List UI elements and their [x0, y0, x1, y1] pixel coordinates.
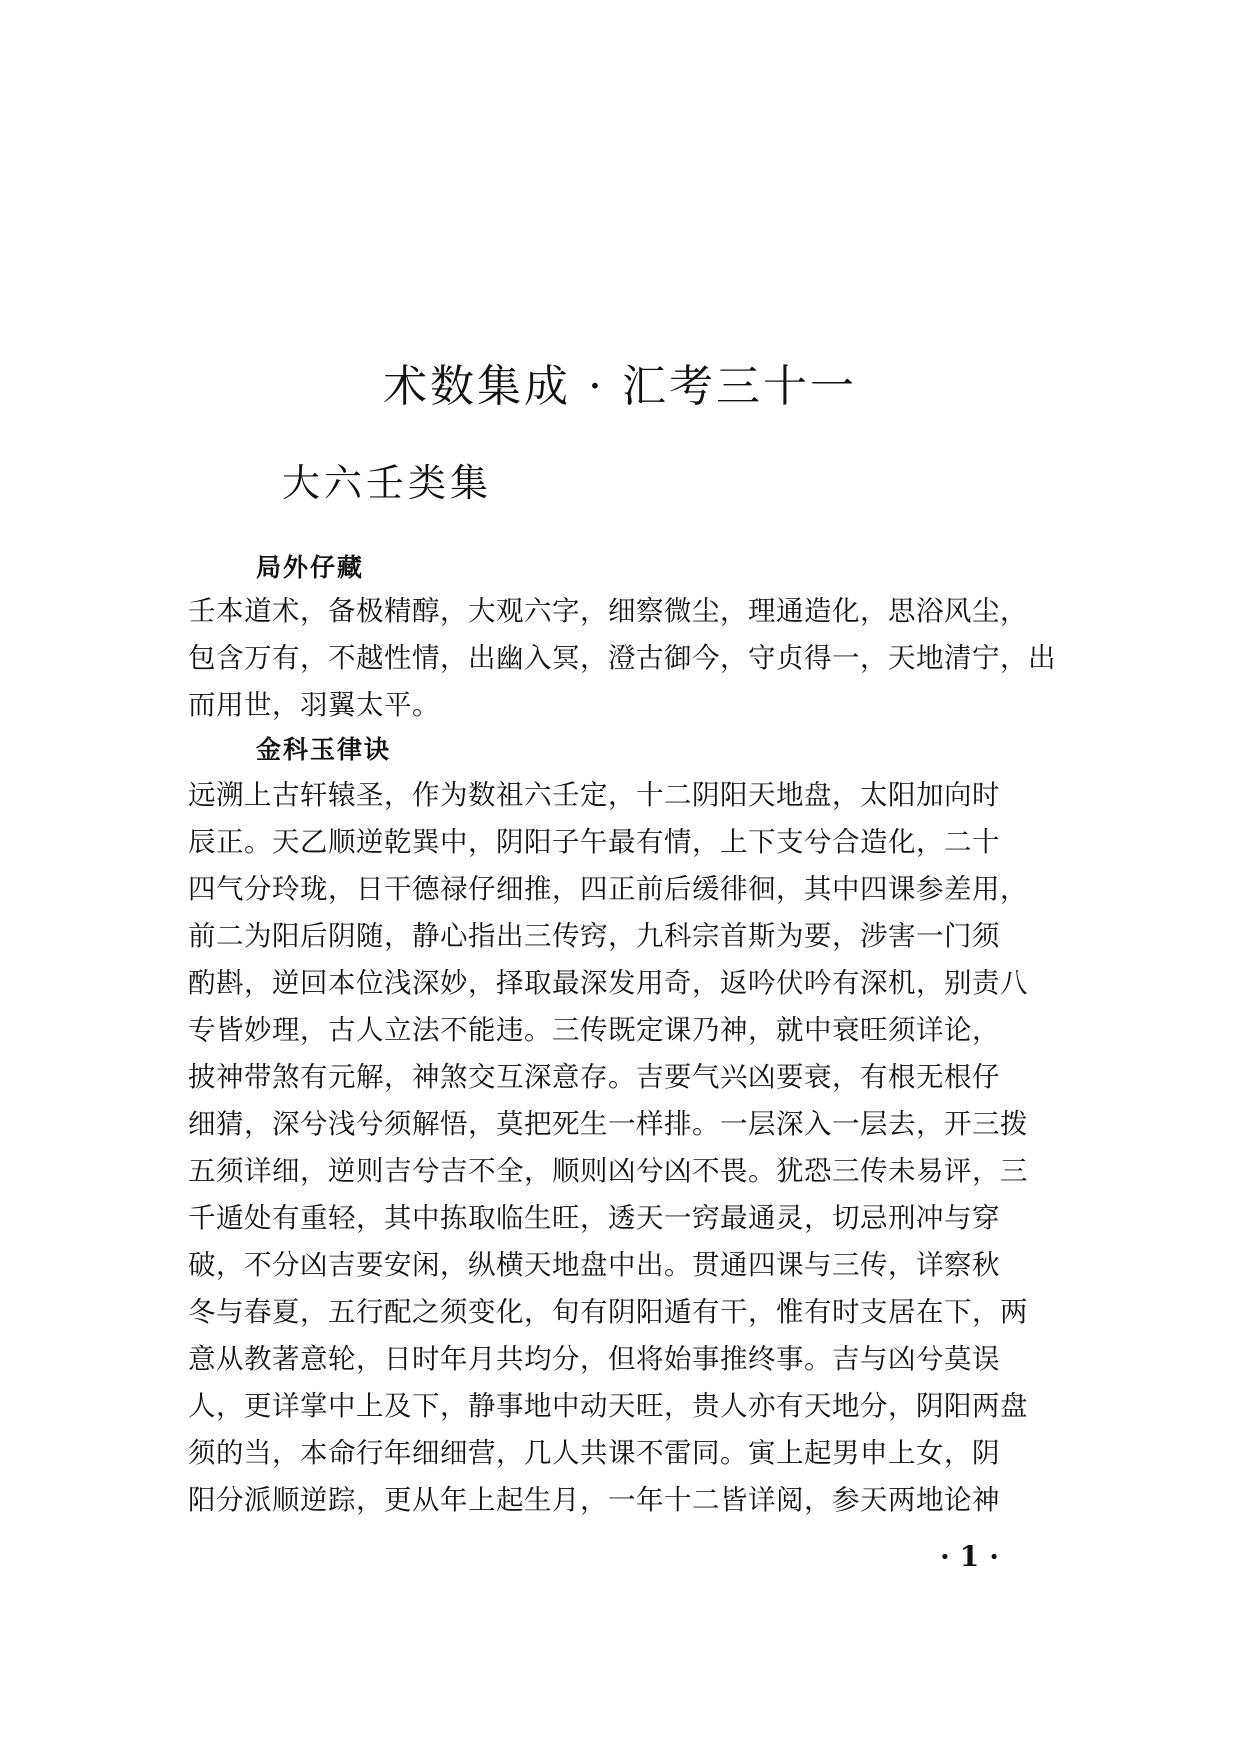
paragraph-1	[188, 588, 1078, 729]
text-line: 破，不分凶吉要安闲，纵横天地盘中出。贯通四课与三传，详察秋	[188, 1249, 1000, 1281]
text-line: 五须详细，逆则吉兮吉不全，顺则凶兮凶不畏。犹恐三传未易评，三	[188, 1155, 1028, 1187]
text-line: 千遁处有重轻，其中拣取临生旺，透天一窍最通灵，切忌刑冲与穿	[188, 1202, 1000, 1234]
text-line: 人，更详掌中上及下，静事地中动天旺，贵人亦有天地分，阴阳两盘	[188, 1390, 1028, 1422]
text-line: 阳分派顺逆踪，更从年上起生月，一年十二皆详阅，参天两地论神	[188, 1484, 1000, 1516]
section-heading-2: 金科玉律诀	[256, 735, 392, 764]
bullet-left: ·	[940, 1540, 960, 1573]
page-number	[940, 1540, 1009, 1573]
book-title: 大六壬类集	[282, 461, 493, 505]
section-heading-1: 局外仔藏	[256, 553, 365, 582]
text-line: 四气分玲珑，日干德禄仔细推，四正前后缓徘徊，其中四课参差用，	[188, 873, 1028, 905]
text-line: 冬与春夏，五行配之须变化，旬有阴阳遁有干，惟有时支居在下，两	[188, 1296, 1028, 1328]
text-line: 而用世，羽翼太平。	[188, 689, 440, 721]
text-line: 前二为阳后阴随，静心指出三传窍，九科宗首斯为要，涉害一门须	[188, 920, 1000, 952]
text-line: 远溯上古轩辕圣，作为数祖六壬定，十二阴阳天地盘，太阳加向时	[188, 779, 1000, 811]
text-line: 包含万有，不越性情，出幽入冥，澄古御今，守贞得一，天地清宁，出	[188, 642, 1056, 674]
text-line: 专皆妙理，古人立法不能违。三传既定课乃神，就中衰旺须详论，	[188, 1014, 1000, 1046]
text-line: 意从教著意轮，日时年月共均分，但将始事推终事。吉与凶兮莫误	[188, 1343, 1000, 1375]
text-line: 辰正。天乙顺逆乾巽中，阴阳子午最有情，上下支兮合造化，二十	[188, 826, 1000, 858]
text-line: 壬本道术，备极精醇，大观六字，细察微尘，理通造化，思浴风尘，	[188, 595, 1028, 627]
text-line: 披神带煞有元解，神煞交互深意存。吉要气兴凶要衰，有根无根仔	[188, 1061, 1000, 1093]
text-line: 细猜，深兮浅兮须解悟，莫把死生一样排。一层深入一层去，开三拨	[188, 1108, 1028, 1140]
text-line: 酌斟，逆回本位浅深妙，择取最深发用奇，返吟伏吟有深机，别责八	[188, 967, 1028, 999]
chapter-title: 术数集成 · 汇考三十一	[383, 361, 857, 412]
text-line: 须的当，本命行年细细营，几人共课不雷同。寅上起男申上女，阴	[188, 1437, 1000, 1469]
paragraph-2	[188, 772, 1078, 1524]
page-number-value: 1	[959, 1540, 990, 1573]
bullet-right: ·	[989, 1540, 1009, 1573]
